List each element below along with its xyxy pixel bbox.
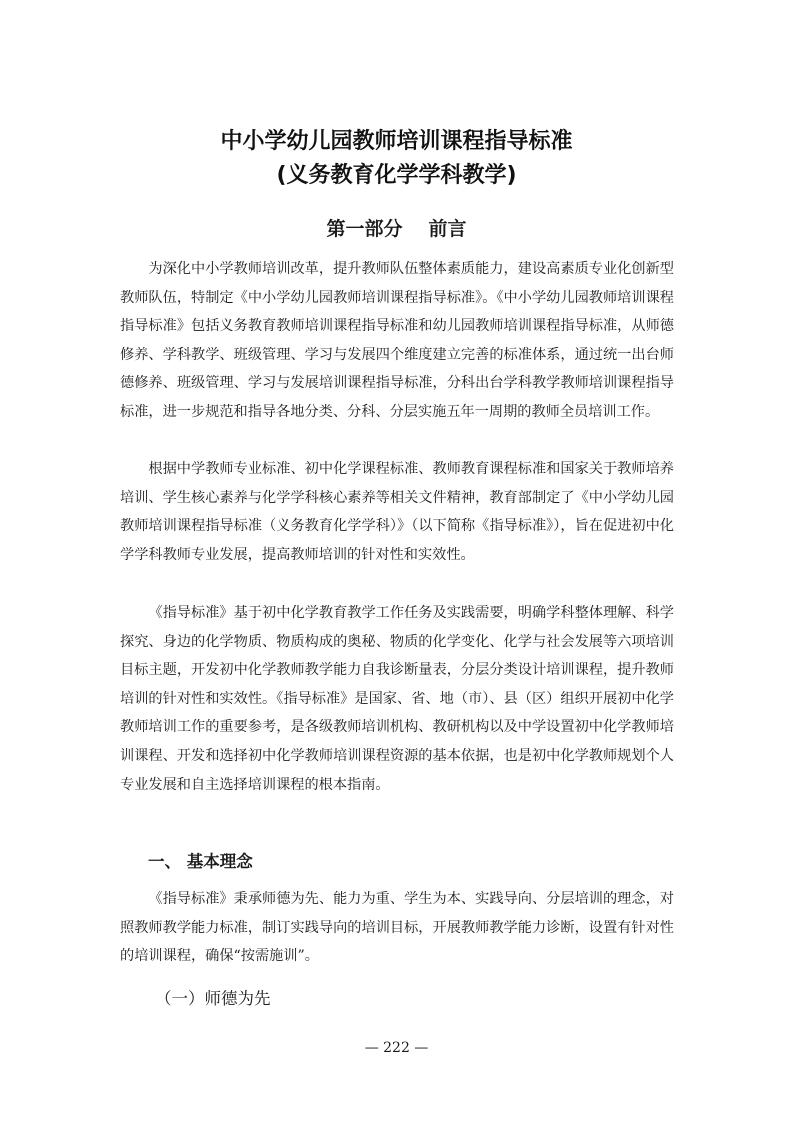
subsection-heading: （一）师德为先	[155, 989, 271, 1008]
section-paragraph: 《指导标准》秉承师德为先、能力为重、学生为本、实践导向、分层培训的理念，对照教师教学能力标准，制订实践导向的培训目标，开展教师教学能力诊断，设置有针对性的培训课程，确保“按需施训”。	[120, 891, 674, 965]
paragraph-1: 为深化中小学教师培训改革，提升教师队伍整体素质能力，建设高素质专业化创新型教师队伍，特制定《中小学幼儿园教师培训课程指导标准》。《中小学幼儿园教师培训课程指导标准》包括义务教育教师培训课程指导标准和幼儿园教师培训课程指导标准，从师德修养、学科教学、班级管理、学习与发展四个维度建立完善的标准体系，通过统一出台师德修养、班级管理、学习与发展培训课程指导标准，分科出台学科教学教师培训课程指导标准，进一步规范和指导各地分类、分科、分层实施五年一周期的教师全员培训工作。	[120, 261, 674, 420]
part-heading	[0, 214, 793, 241]
part-label: 第一部分	[326, 218, 403, 240]
page-number: — 222 —	[364, 1040, 429, 1056]
part-name: 前言	[428, 218, 467, 240]
paragraph-2: 根据中学教师专业标准、初中化学课程标准、教师教育课程标准和国家关于教师培养培训、学生核心素养与化学学科核心素养等相关文件精神，教育部制定了《中小学幼儿园教师培训课程指导标准（义务教育化学学科）》（以下简称《指导标准》），旨在促进初中化学学科教师专业发展，提高教师培训的针对性和实效性。	[120, 461, 674, 563]
section-heading: 一、 基本理念	[148, 852, 253, 871]
document-title: 中小学幼儿园教师培训课程指导标准	[220, 129, 573, 154]
paragraph-3: 《指导标准》基于初中化学教育教学工作任务及实践需要，明确学科整体理解、科学探究、身边的化学物质、物质构成的奥秘、物质的化学变化、化学与社会发展等六项培训目标主题，开发初中化学教师教学能力自我诊断量表，分层分类设计培训课程，提升教师培训的针对性和实效性。《指导标准》是国家、省、地（市）、县（区）组织开展初中化学教师培训工作的重要参考，是各级教师培训机构、教研机构以及中学设置初中化学教师培训课程、开发和选择初中化学教师培训课程资源的基本依据，也是初中化学教师规划个人专业发展和自主选择培训课程的根本指南。	[120, 605, 674, 793]
document-subtitle: (义务教育化学学科教学)	[276, 163, 517, 188]
